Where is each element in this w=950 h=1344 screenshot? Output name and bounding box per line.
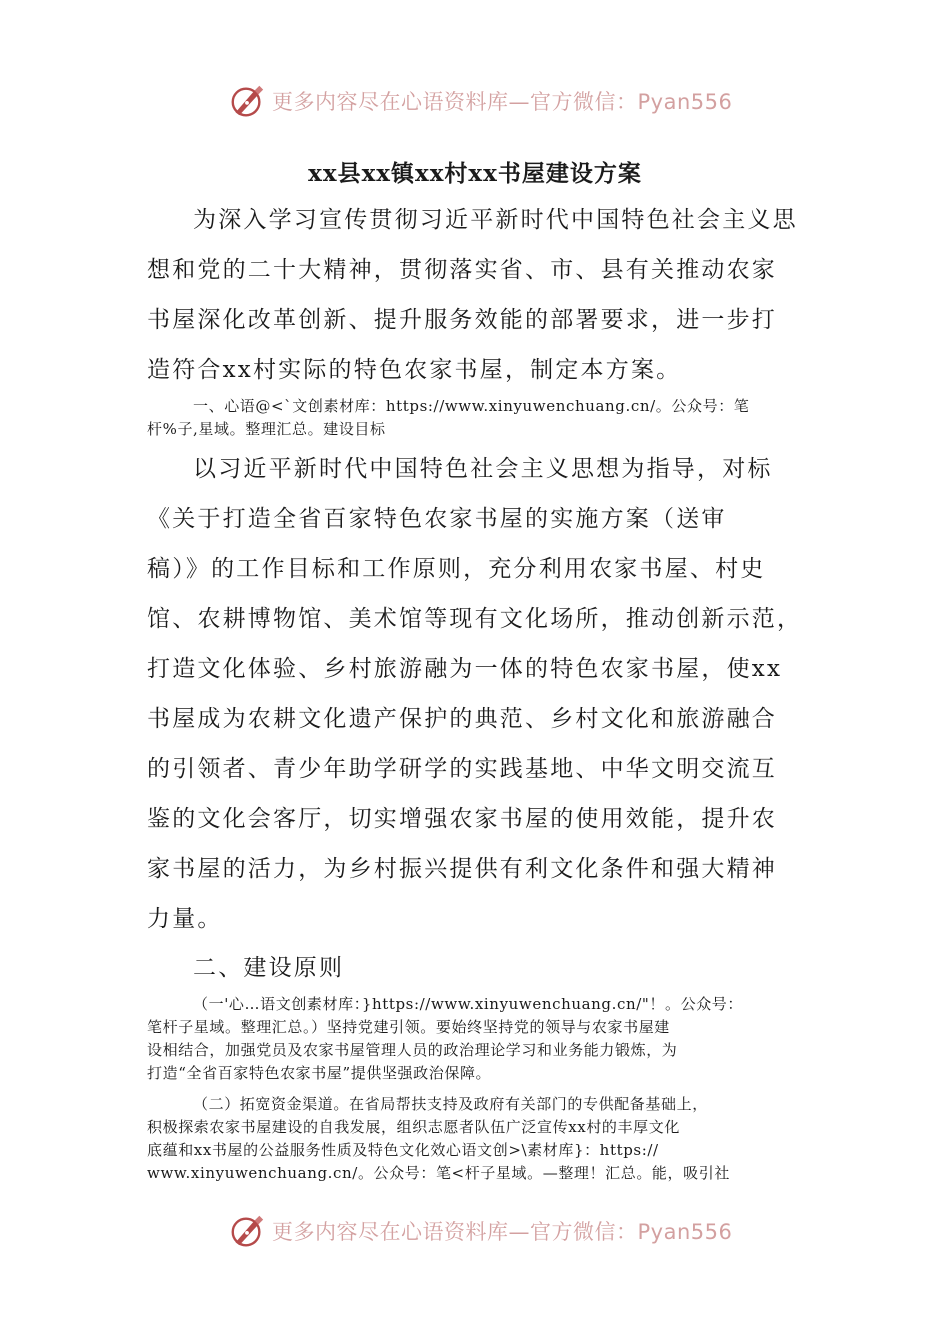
goal-line: 《关于打造全省百家特色农家书屋的实施方案（送审 xyxy=(147,506,727,532)
goal-line: 书屋成为农耕文化遗产保护的典范、乡村文化和旅游融合 xyxy=(147,706,777,732)
goal-line: 稿）》的工作目标和工作原则，充分利用农家书屋、村史 xyxy=(147,556,766,582)
section-heading-principles xyxy=(147,943,807,993)
footer-watermark-banner xyxy=(228,1206,732,1256)
intro-line: 书屋深化改革创新、提升服务效能的部署要求，进一步打 xyxy=(147,307,777,333)
principle-line: （一'心…语文创素材库：}https://www.xinyuwenchuang.cn/"！。公众号： xyxy=(193,995,743,1013)
goal-line: 力量。 xyxy=(147,906,223,932)
intro-line: 造符合xx村实际的特色农家书屋，制定本方案。 xyxy=(147,357,682,383)
principle-line: 底蕴和xx书屋的公益服务性质及特色文化效心语文创>\素材库}：https:// xyxy=(147,1141,659,1159)
heading-line: 一、心语@<`文创素材库：https://www.xinyuwenchuang.cn/。公众号：笔 xyxy=(193,397,750,415)
goal-line: 打造文化体验、乡村旅游融为一体的特色农家书屋，使xx xyxy=(147,656,783,682)
goal-line: 鉴的文化会客厅，切实增强农家书屋的使用效能，提升农 xyxy=(147,806,777,832)
goal-line: 以习近平新时代中国特色社会主义思想为指导，对标 xyxy=(193,456,773,482)
document-title: xx县xx镇xx村xx书屋建设方案 xyxy=(308,160,642,187)
heading-line: 二、建设原则 xyxy=(193,955,345,981)
principle-line: （二）拓宽资金渠道。在省局帮扶支持及政府有关部门的专供配备基础上， xyxy=(193,1095,708,1113)
goal-line: 馆、农耕博物馆、美术馆等现有文化场所，推动创新示范， xyxy=(147,606,803,632)
principle-line: 设相结合，加强党员及农家书屋管理人员的政治理论学习和业务能力锻炼，为 xyxy=(147,1041,678,1059)
principle-line: www.xinyuwenchuang.cn/。公众号：笔<杆子星域。—整理！汇总。能，吸引社 xyxy=(147,1164,730,1182)
principle-two-paragraph xyxy=(147,1093,812,1185)
goal-line: 家书屋的活力，为乡村振兴提供有利文化条件和强大精神 xyxy=(147,856,777,882)
goal-line: 的引领者、青少年助学研学的实践基地、中华文明交流互 xyxy=(147,756,777,782)
principle-line: 笔杆子星域。整理汇总。）坚持党建引领。要始终坚持党的领导与农家书屋建 xyxy=(147,1018,670,1036)
intro-line: 想和党的二十大精神，贯彻落实省、市、县有关推动农家 xyxy=(147,257,777,283)
principle-line: 积极探索农家书屋建设的自我发展，组织志愿者队伍广泛宣传xx村的丰厚文化 xyxy=(147,1118,680,1136)
heading-line: 杆%子,星域。整理汇总。建设目标 xyxy=(147,420,386,438)
intro-line: 为深入学习宣传贯彻习近平新时代中国特色社会主义思 xyxy=(193,207,798,233)
principle-one-paragraph xyxy=(147,993,812,1085)
section-heading-goals xyxy=(147,395,812,441)
principle-line: 打造“全省百家特色农家书屋”提供坚强政治保障。 xyxy=(147,1064,492,1082)
pen-nib-logo-icon xyxy=(228,82,266,120)
pen-nib-logo-icon xyxy=(228,1212,266,1250)
banner-text: 更多内容尽在心语资料库—官方微信：Pyan556 xyxy=(272,90,733,114)
goals-paragraph xyxy=(147,444,807,944)
intro-paragraph xyxy=(147,195,807,395)
header-watermark-banner xyxy=(228,76,732,126)
banner-text: 更多内容尽在心语资料库—官方微信：Pyan556 xyxy=(272,1220,733,1244)
